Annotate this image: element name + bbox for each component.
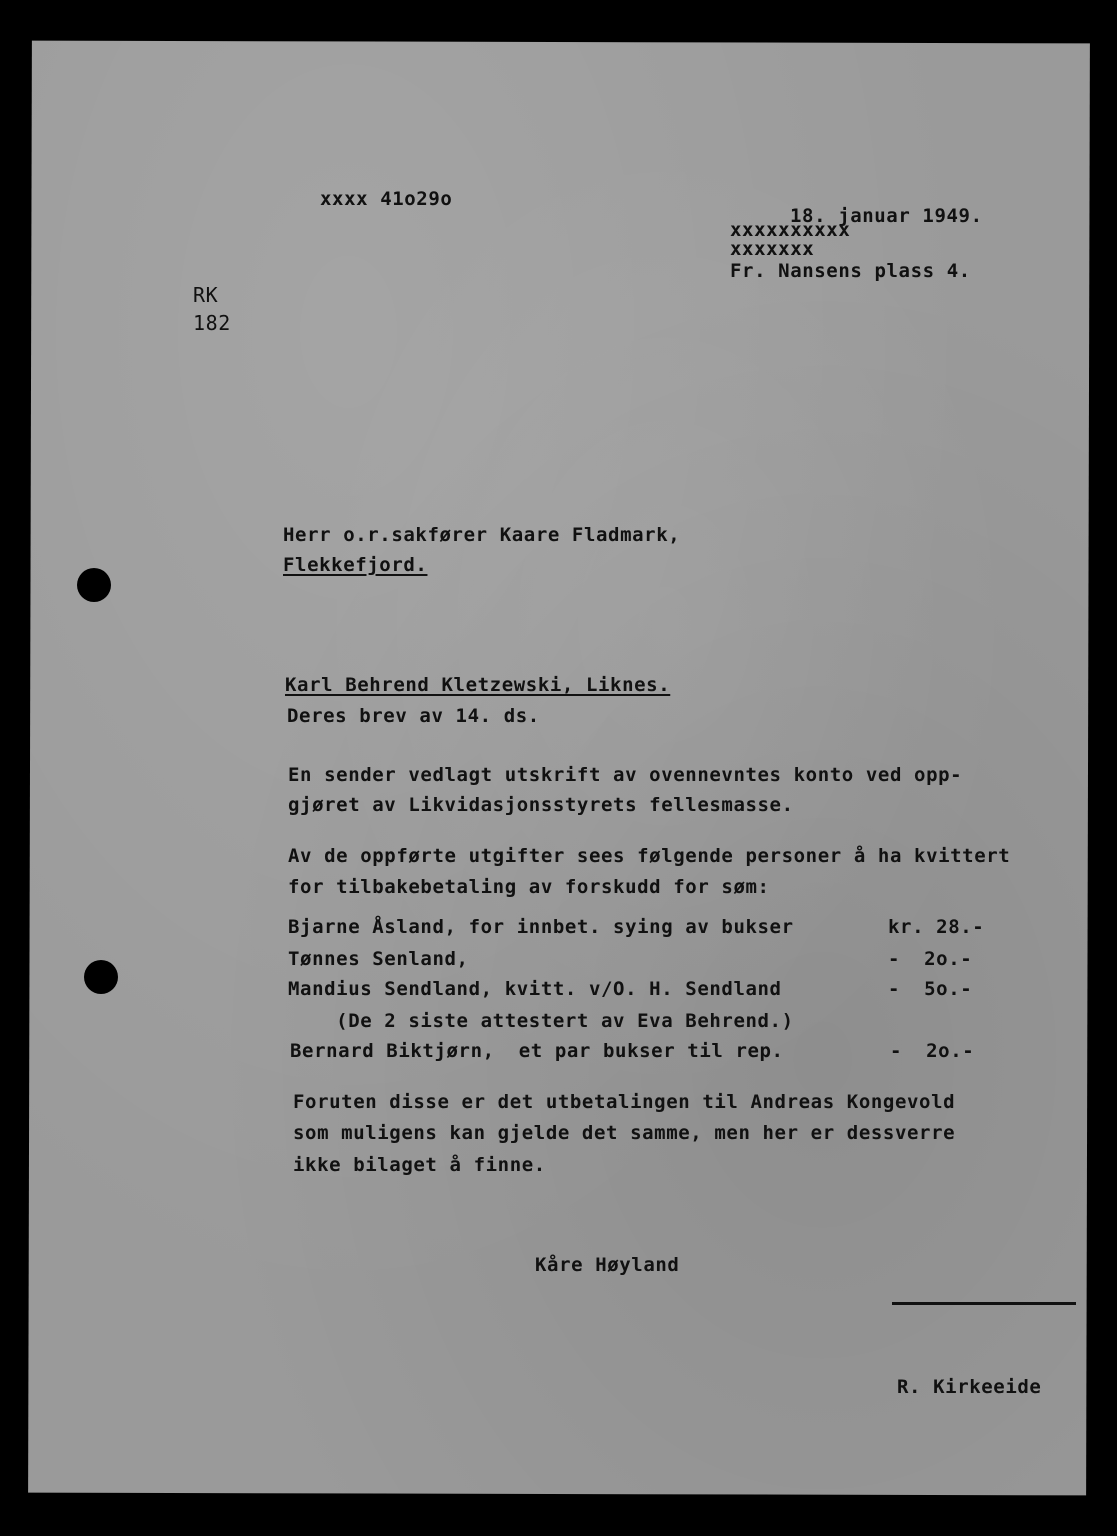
- paragraph-1-line-1: En sender vedlagt utskrift av ovennevntes konto ved opp-: [288, 764, 963, 786]
- payment-row: [290, 1042, 1030, 1064]
- payment-description: Bjarne Åsland, for innbet. sying av bukser: [288, 916, 794, 938]
- signature-line: [892, 1302, 1076, 1305]
- payment-note-row: [288, 1012, 1028, 1034]
- paragraph-3-line-1: Foruten disse er det utbetalingen til Andreas Kongevold: [293, 1091, 956, 1113]
- subject-reference: Deres brev av 14. ds.: [287, 705, 540, 727]
- payment-description: Mandius Sendland, kvitt. v/O. H. Sendland: [288, 978, 782, 1000]
- payment-row: [288, 950, 1028, 972]
- struck-sender-line-1: xxxxxxxxxx: [730, 219, 851, 241]
- payment-description: Tønnes Senland,: [288, 948, 469, 970]
- margin-note-rk: RK: [193, 283, 219, 307]
- signer-name: Kåre Høyland: [535, 1254, 680, 1276]
- payment-note: (De 2 siste attestert av Eva Behrend.): [288, 1010, 794, 1032]
- punch-hole-top: [77, 568, 111, 602]
- letter-date: 18. januar 1949.: [790, 205, 983, 227]
- payment-amount: - 5o.-: [888, 978, 973, 1000]
- paragraph-1-line-2: gjøret av Likvidasjonsstyrets fellesmasse.: [288, 794, 794, 816]
- paragraph-2-line-2: for tilbakebetaling av forskudd for søm:: [288, 876, 770, 898]
- margin-note-number: 182: [193, 311, 231, 335]
- file-reference: xxxx 41o29o: [320, 188, 453, 210]
- payment-row: [288, 980, 1028, 1002]
- payment-description: Bernard Biktjørn, et par bukser til rep.: [290, 1040, 784, 1062]
- payment-amount: kr. 28.-: [888, 916, 985, 938]
- paragraph-2-line-1: Av de oppførte utgifter sees følgende personer å ha kvittert: [288, 845, 1011, 867]
- second-signer-name: R. Kirkeeide: [897, 1376, 1042, 1398]
- recipient-name: Herr o.r.sakfører Kaare Fladmark,: [283, 524, 681, 546]
- payment-row: [288, 918, 1028, 940]
- sender-address: Fr. Nansens plass 4.: [730, 260, 971, 282]
- payment-amount: - 2o.-: [890, 1040, 975, 1062]
- punch-hole-bottom: [84, 960, 118, 994]
- paragraph-3-line-3: ikke bilaget å finne.: [293, 1154, 546, 1176]
- struck-sender-line-2: xxxxxxx: [730, 238, 815, 260]
- payment-amount: - 2o.-: [888, 948, 973, 970]
- paragraph-3-line-2: som muligens kan gjelde det samme, men her er dessverre: [293, 1122, 956, 1144]
- subject-title: Karl Behrend Kletzewski, Liknes.: [285, 674, 671, 696]
- recipient-place: Flekkefjord.: [283, 554, 428, 576]
